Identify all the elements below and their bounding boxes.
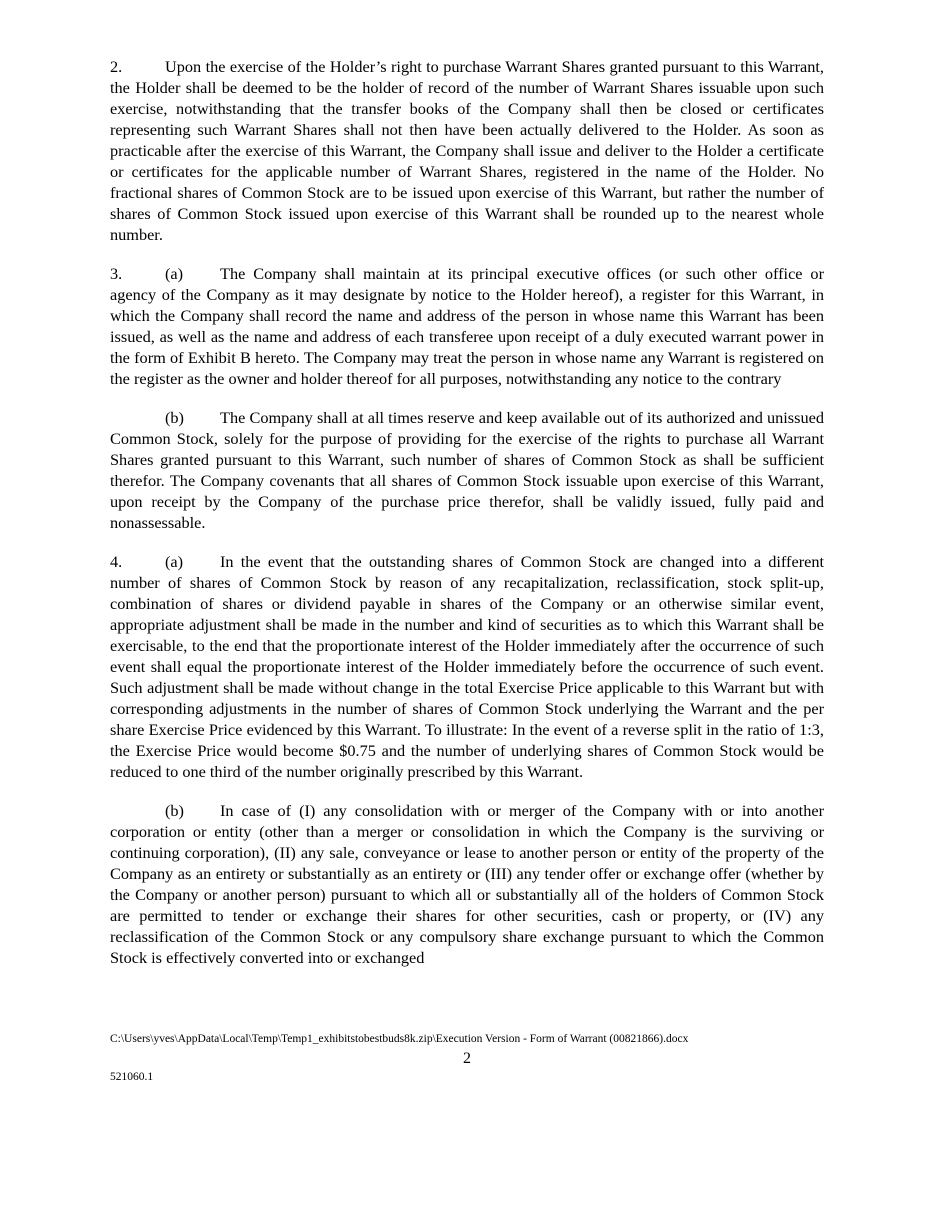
section-text: In the event that the outstanding shares of Common Stock are changed into a different number of shares of Common Stock by reason of any recapitalization, reclassification, stock split-up, combination of shares or dividend payable in shares of the Company or an otherwise similar event, appropriate adjustment shall be made in the number and kind of securities as to which this Warrant shall be exercisable, to the end that the proportionate interest of the Holder immediately after the occurrence of such event shall equal the proportionate interest of the Holder immediately before the occurrence of such event. Such adjustment shall be made without change in the total Exercise Price applicable to this Warrant but with corresponding adjustments in the number of shares of Common Stock underlying the Warrant and the per share Exercise Price evidenced by this Warrant. To illustrate: In the event of a reverse split in the ratio of 1:3, the Exercise Price would become $0.75 and the number of underlying shares of Common Stock would be reduced to one third of the number originally prescribed by this Warrant. xyxy=(110,552,824,781)
document-body xyxy=(110,56,824,986)
section-3b xyxy=(110,407,824,533)
page-number: 2 xyxy=(463,1050,471,1067)
section-4b xyxy=(110,800,824,968)
section-2 xyxy=(110,56,824,245)
section-text: In case of (I) any consolidation with or merger of the Company with or into another corporation or entity (other than a merger or consolidation in which the Company is the surviving or continuing corporation), (II) any sale, conveyance or lease to another person or entity of the property of the Company as an entirety or substantially as an entirety or (III) any tender offer or exchange offer (whether by the Company or another person) pursuant to which all or substantially all of the holders of Common Stock are permitted to tender or exchange their shares for other securities, cash or property, or (IV) any reclassification of the Common Stock or any compulsory share exchange pursuant to which the Common Stock is effectively converted into or exchanged xyxy=(110,801,824,967)
document-id: 521060.1 xyxy=(110,1071,154,1083)
section-3a xyxy=(110,263,824,389)
footer-file-path: C:\Users\yves\AppData\Local\Temp\Temp1_exhibitstobestbuds8k.zip\Execution Version - Form of Warrant (00821866).docx xyxy=(110,1033,689,1045)
subsection-label: (a) xyxy=(165,552,184,571)
subsection-label: (b) xyxy=(165,801,184,820)
subsection-label: (a) xyxy=(165,264,184,283)
section-number: 3. xyxy=(110,264,123,283)
section-text: The Company shall at all times reserve and keep available out of its authorized and unissued Common Stock, solely for the purpose of providing for the exercise of the rights to purchase all Warrant Shares granted pursuant to this Warrant, such number of shares of Common Stock as shall be sufficient therefor. The Company covenants that all shares of Common Stock issuable upon exercise of this Warrant, upon receipt by the Company of the purchase price therefor, shall be validly issued, fully paid and nonassessable. xyxy=(110,408,824,532)
section-4a xyxy=(110,551,824,782)
subsection-label: (b) xyxy=(165,408,184,427)
section-text: Upon the exercise of the Holder’s right to purchase Warrant Shares granted pursuant to this Warrant, the Holder shall be deemed to be the holder of record of the number of Warrant Shares issuable upon such exercise, notwithstanding that the transfer books of the Company shall then be closed or certificates representing such Warrant Shares shall not then have been actually delivered to the Holder. As soon as practicable after the exercise of this Warrant, the Company shall issue and deliver to the Holder a certificate or certificates for the applicable number of Warrant Shares, registered in the name of the Holder. No fractional shares of Common Stock are to be issued upon exercise of this Warrant, but rather the number of shares of Common Stock issued upon exercise of this Warrant shall be rounded up to the nearest whole number. xyxy=(110,57,824,244)
section-number: 4. xyxy=(110,552,123,571)
section-text: The Company shall maintain at its principal executive offices (or such other office or agency of the Company as it may designate by notice to the Holder hereof), a register for this Warrant, in which the Company shall record the name and address of the person in whose name this Warrant has been issued, as well as the name and address of each transferee upon receipt of a duly executed warrant power in the form of Exhibit B hereto. The Company may treat the person in whose name any Warrant is registered on the register as the owner and holder thereof for all purposes, notwithstanding any notice to the contrary xyxy=(110,264,824,388)
section-number: 2. xyxy=(110,57,123,76)
